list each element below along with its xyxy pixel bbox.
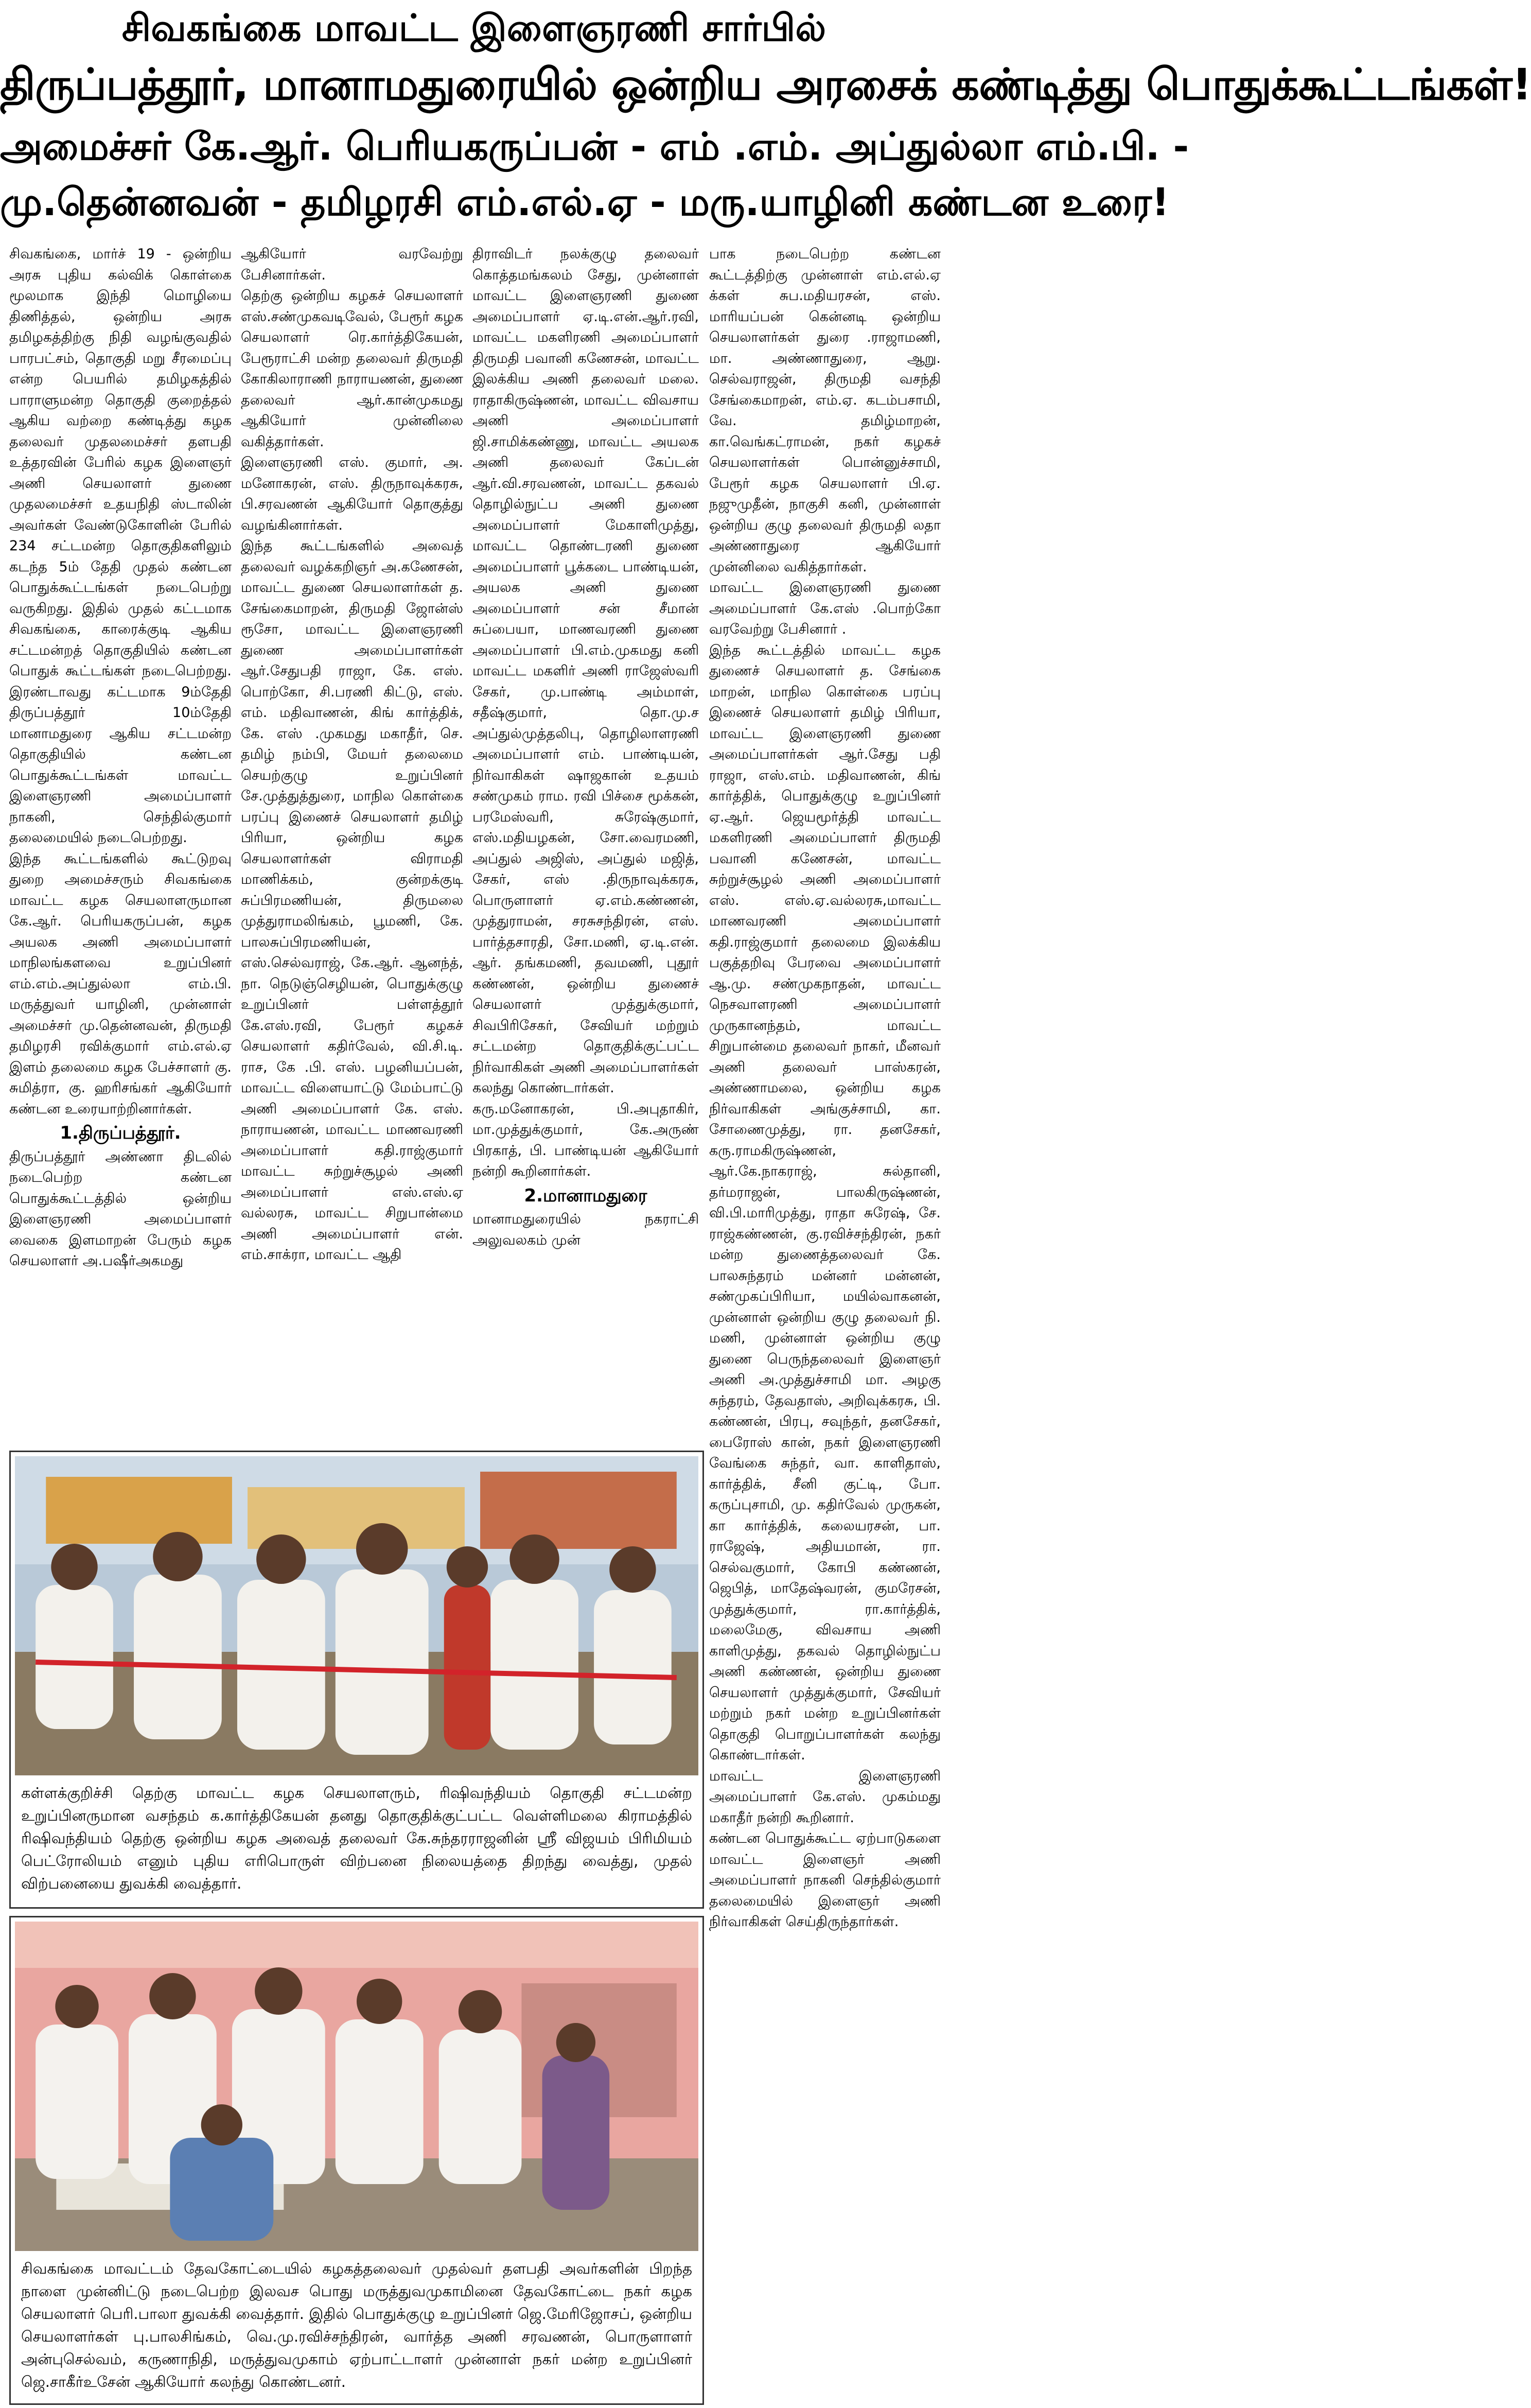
section-heading-manamadurai: 2.மானாமதுரை bbox=[524, 1185, 647, 1206]
paragraph: மானாமதுரையில் நகராட்சி அலுவலகம் முன் bbox=[472, 1211, 699, 1248]
paragraph: திருப்பத்தூர் அண்ணா திடலில் நடைபெற்ற கண்டன பொதுக்கூட்டத்தில் ஒன்றிய இளைஞரணி அமைப்பாளர் வைகை இளமாறன் பேரும் கழக செயலாளர் அ.பஷீர்அகமது bbox=[9, 1148, 232, 1269]
paragraph: இளைஞரணி எஸ். குமார், அ. மனோகரன், எஸ். திருநாவுக்கரசு, பி.சரவணன் ஆகியோர் தொகுத்து வழங்கினார்கள். bbox=[241, 455, 463, 533]
photo-ribbon-cutting bbox=[15, 1456, 698, 1775]
article-column-4 bbox=[709, 244, 941, 2401]
headline-line-4: மு.தென்னவன் - தமிழரசி எம்.எல்.ஏ - மரு.யாழினி கண்டன உரை! bbox=[0, 180, 1169, 224]
photo-caption: சிவகங்கை மாவட்டம் தேவகோட்டையில் கழகத்தலைவர் முதல்வர் தளபதி அவர்களின் பிறந்த நாளை முன்னிட்டு நடைபெற்ற இலவச பொது மருத்துவமுகாமினை தேவகோட்டை நகர் கழக செயலாளர் பெரி.பாலா துவக்கி வைத்தார். இதில் பொதுக்குழு உறுப்பினர் ஜெ.மேரிஜோசப், ஒன்றிய செயலாளர்கள் பு.பாலசிங்கம், வெ.மு.ரவிச்சந்திரன், வார்த்த அணி சரவணன், பொருளாளர் அன்புசெல்வம், கருணாநிதி, மருத்துவமுகாம் ஏற்பாட்டாளர் முன்னாள் நகர் மன்ற உறுப்பினர் ஜெ.சாகீர்உசேன் ஆகியோர் கலந்து கொண்டனர். bbox=[21, 2260, 692, 2390]
paragraph: திராவிடர் நலக்குழு தலைவர் கொத்தமங்கலம் சேது, முன்னாள் மாவட்ட இளைஞரணி துணை அமைப்பாளர் ஏ.டி.என்.ஆர்.ரவி, மாவட்ட மகளிரணி அமைப்பாளர் திருமதி பவானி கணேசன், மாவட்ட இலக்கிய அணி தலைவர் மலை. ராதாகிருஷ்ணன், மாவட்ட விவசாய அணி அமைப்பாளர் ஜி.சாமிக்கண்ணு, மாவட்ட அயலக அணி தலைவர் கேப்டன் ஆர்.வி.சரவணன், மாவட்ட தகவல் தொழில்நுட்ப அணி துணை அமைப்பாளர் மேகாளிமுத்து, மாவட்ட தொண்டரணி துணை அமைப்பாளர் பூக்கடை பாண்டியன், அயலக அணி துணை அமைப்பாளர் சன் சீமான் சுப்பையா, மாணவரணி துணை அமைப்பாளர் பி.எம்.முகமது கனி மாவட்ட மகளிர் அணி ராஜேஸ்வரி சேகர், மு.பாண்டி அம்மாள், சதீஷ்குமார், தொ.மு.ச அப்துல்முத்தலிபு, தொழிலாளரணி அமைப்பாளர் எம். பாண்டியன், நிர்வாகிகள் ஷாஜகான் உதயம் சண்முகம் ராம. ரவி பிச்சை மூக்கன், பரமேஸ்வரி, சுரேஷ்குமார், எஸ்.மதியழகன், சோ.வைரமணி, அப்துல் அஜிஸ், அப்துல் மஜித், சேகர், எஸ் .திருநாவுக்கரசு, பொருளாளர் ஏ.எம்.கண்ணன், முத்துராமன், சரசுசந்திரன், எஸ். பார்த்தசாரதி, சோ.மணி, ஏ.டி.என். ஆர். தங்கமணி, தவமணி, புதூர் கண்ணன், ஒன்றிய துணைச் செயலாளர் முத்துக்குமார், சிவபிரிசேகர், சேவியர் மற்றும் சட்டமன்ற தொகுதிக்குட்பட்ட நிர்வாகிகள் அணி அமைப்பாளர்கள் கலந்து கொண்டார்கள். bbox=[472, 246, 699, 1096]
headline-line-2: திருப்பத்தூர், மானாமதுரையில் ஒன்றிய அரசைக் கண்டித்து பொதுக்கூட்டங்கள்! bbox=[0, 59, 1531, 110]
headline-line-3: அமைச்சர் கே.ஆர். பெரியகருப்பன் - எம் .எம். அப்துல்லா எம்.பி. - bbox=[0, 125, 1189, 169]
paragraph: கரு.மனோகரன், பி.அபுதாகிர், மா.முத்துக்குமார், கே.அருண் பிரகாத், பி. பாண்டியன் ஆகியோர் நன்றி கூறினார்கள். bbox=[472, 1101, 699, 1179]
paragraph: கண்டன பொதுக்கூட்ட ஏற்பாடுகளை மாவட்ட இளைஞர் அணி அமைப்பாளர் நாகனி செந்தில்குமார் தலைமையில் இளைஞர் அணி நிர்வாகிகள் செய்திருந்தார்கள். bbox=[709, 1830, 941, 1930]
paragraph: மாவட்ட இளைஞரணி அமைப்பாளர் கே.எஸ். முகம்மது மகாதீர் நன்றி கூறினார். bbox=[709, 1768, 941, 1826]
paragraph: இந்த கூட்டங்களில் அவைத் தலைவர் வழக்கறிஞர் அ.கணேசன், மாவட்ட துணை செயலாளர்கள் த. சேங்கைமாறன், திருமதி ஜோன்ஸ் ரூசோ, மாவட்ட இளைஞரணி துணை அமைப்பாளர்கள் ஆர்.சேதுபதி ராஜா, கே. எஸ். பொற்கோ, சி.பரணி கிட்டு, எஸ். எம். மதிவாணன், கிங் கார்த்திக், கே. எஸ் .முகமது மகாதீர், செ. தமிழ் நம்பி, மேயர் தலைமை செயற்குழு உறுப்பினர் சே.முத்துத்துரை, மாநில கொள்கை பரப்பு இணைச் செயலாளர் தமிழ் பிரியா, ஒன்றிய கழக செயலாளர்கள் விராமதி மாணிக்கம், குன்றக்குடி சுப்பிரமணியன், திருமலை முத்துராமலிங்கம், பூமணி, கே. பாலசுப்பிரமணியன், எஸ்.செல்வராஜ், கே.ஆர். ஆனந்த், நா. நெடுஞ்செழியன், பொதுக்குழு உறுப்பினர் பள்ளத்தூர் கே.எஸ்.ரவி, பேரூர் கழகச் செயலாளர் கதிர்வேல், வி.சி.டி. ராச, கே .பி. எஸ். பழனியப்பன், மாவட்ட விளையாட்டு மேம்பாட்டு அணி அமைப்பாளர் கே. எஸ். நாராயணன், மாவட்ட மாணவரணி அமைப்பாளர் கதி.ராஜ்குமார் மாவட்ட சுற்றுச்சூழல் அணி அமைப்பாளர் எஸ்.எஸ்.ஏ வல்லரசு, மாவட்ட சிறுபான்மை அணி அமைப்பாளர் என். எம்.சாக்ரா, மாவட்ட ஆதி bbox=[241, 538, 463, 1263]
section-heading-tirupattur: 1.திருப்பத்தூர். bbox=[60, 1123, 181, 1143]
photo-medical-camp bbox=[15, 1922, 698, 2251]
paragraph: சிவகங்கை, மார்ச் 19 - ஒன்றிய அரசு புதிய கல்விக் கொள்கை மூலமாக இந்தி மொழியை திணித்தல், ஒன்றிய அரசு தமிழகத்திற்கு நிதி வழங்குவதில் பாரபட்சம், தொகுதி மறு சீரமைப்பு என்ற பெயரில் தமிழகத்தில் பாராளுமன்ற தொகுதி குறைத்தல் ஆகிய வற்றை கண்டித்து கழக தலைவர் முதலமைச்சர் தளபதி உத்தரவின் பேரில் கழக இளைஞர் அணி செயலாளர் துணை முதலமைச்சர் உதயநிதி ஸ்டாலின் அவர்கள் வேண்டுகோளின் பேரில் 234 சட்டமன்ற தொகுதிகளிலும் கடந்த 5ம் தேதி முதல் கண்டன பொதுக்கூட்டங்கள் நடைபெற்று வருகிறது. இதில் முதல் கட்டமாக சிவகங்கை, காரைக்குடி ஆகிய சட்டமன்றத் தொகுதியில் கண்டன பொதுக் கூட்டங்கள் நடைபெற்றது. இரண்டாவது கட்டமாக 9ம்தேதி திருப்பத்தூர் 10ம்தேதி மானாமதுரை ஆகிய சட்டமன்ற தொகுதியில் கண்டன பொதுக்கூட்டங்கள் மாவட்ட இளைஞரணி அமைப்பாளர் நாகனி, செந்தில்குமார் தலைமையில் நடைபெற்றது. bbox=[9, 246, 232, 846]
article-column-1 bbox=[9, 244, 232, 1445]
photo-box-inauguration bbox=[9, 1451, 704, 1909]
paragraph: இந்த கூட்டத்தில் மாவட்ட கழக துணைச் செயலாளர் த. சேங்கை மாறன், மாநில கொள்கை பரப்பு இணைச் செயலாளர் தமிழ் பிரியா, மாவட்ட இளைஞரணி துணை அமைப்பாளர்கள் ஆர்.சேது பதி ராஜா, எஸ்.எம். மதிவாணன், கிங் கார்த்திக், பொதுக்குழு உறுப்பினர் ஏ.ஆர். ஜெயமூர்த்தி மாவட்ட மகளிரணி அமைப்பாளர் திருமதி பவானி கணேசன், மாவட்ட சுற்றுச்சூழல் அணி அமைப்பாளர் எஸ். எஸ்.ஏ.வல்லரசு,மாவட்ட மாணவரணி அமைப்பாளர் கதி.ராஜ்குமார் தலைமை இலக்கிய பகுத்தறிவு பேரவை அமைப்பாளர் ஆ.மு. சண்முகநாதன், மாவட்ட நெசவாளரணி அமைப்பாளர் முருகானந்தம், மாவட்ட சிறுபான்மை தலைவர் நாகர், மீனவர் அணி தலைவர் பாஸ்கரன், அண்ணாமலை, ஒன்றிய கழக நிர்வாகிகள் அங்குச்சாமி, கா. சோணைமுத்து, ரா. தனசேகர், கரு.ராமகிருஷ்ணன், ஆர்.கே.நாகராஜ், சுல்தானி, தர்மராஜன், பாலகிருஷ்ணன், வி.பி.மாரிமுத்து, ராதா சுரேஷ், சே. ராஜ்கண்ணன், கு.ரவிச்சந்திரன், நகர் மன்ற துணைத்தலைவர் கே. பாலசுந்தரம் மன்னர் மன்னன், சண்முகப்பிரியா, மயில்வாகனன், முன்னாள் ஒன்றிய குழு தலைவர் நி. மணி, முன்னாள் ஒன்றிய குழு துணை பெருந்தலைவர் இளைஞர் அணி அ.முத்துச்சாமி மா. அழகு சுந்தரம், தேவதாஸ், அறிவுக்கரசு, பி. கண்ணன், பிரபு, சவுந்தர், தனசேகர், பைரோஸ் கான், நகர் இளைஞரணி வேங்கை சுந்தர், வா. காளிதாஸ், கார்த்திக், சீனி குட்டி, போ. கருப்புசாமி, மு. கதிர்வேல் முருகன், கா கார்த்திக், கலையரசன், பா. ராஜேஷ், அதியமான், ரா. செல்வகுமார், கோபி கண்ணன், ஜெபித், மாதேஷ்வரன், குமரேசன், முத்துக்குமார், ரா.கார்த்திக், மலைமேகு, விவசாய அணி காளிமுத்து, தகவல் தொழில்நுட்ப அணி கண்ணன், ஒன்றிய துணை செயலாளர் முத்துக்குமார், சேவியர் மற்றும் நகர் மன்ற உறுப்பினர்கள் தொகுதி பொறுப்பாளர்கள் கலந்து கொண்டார்கள். bbox=[709, 642, 941, 1763]
article-column-2 bbox=[241, 244, 463, 1445]
paragraph: தெற்கு ஒன்றிய கழகச் செயலாளர் எஸ்.சண்முகவடிவேல், பேரூர் கழக செயலாளர் ரெ.கார்த்திகேயன், பேரூராட்சி மன்ற தலைவர் திருமதி கோகிலாராணி நாராயணன், துணை தலைவர் ஆர்.கான்முகமது ஆகியோர் முன்னிலை வகித்தார்கள். bbox=[241, 288, 463, 450]
photo-box-medical-camp bbox=[9, 1916, 704, 2405]
article-column-3 bbox=[472, 244, 699, 1445]
paragraph: பாக நடைபெற்ற கண்டன கூட்டத்திற்கு முன்னாள் எம்.எல்.ஏ க்கள் சுப.மதியரசன், எஸ். மாரியப்பன் கென்னடி ஒன்றிய செயலாளர்கள் துரை .ராஜாமணி, மா. அண்ணாதுரை, ஆறு. செல்வராஜன், திருமதி வசந்தி சேங்கைமாறன், எம்.ஏ. கடம்பசாமி, வே. தமிழ்மாறன், கா.வெங்கட்ராமன், நகர் கழகச் செயலாளர்கள் பொன்னுச்சாமி, பேரூர் கழக செயலாளர் பி.ஏ. நஜுமுதீன், நாகுசி கனி, முன்னாள் ஒன்றிய குழு தலைவர் திருமதி லதா அண்ணாதுரை ஆகியோர் முன்னிலை வகித்தார்கள். bbox=[709, 246, 941, 575]
headline-line-1: சிவகங்கை மாவட்ட இளைஞரணி சார்பில் bbox=[121, 6, 826, 49]
paragraph: ஆகியோர் வரவேற்று பேசினார்கள். bbox=[241, 246, 463, 283]
paragraph: இந்த கூட்டங்களில் கூட்டுறவு துறை அமைச்சரும் சிவகங்கை மாவட்ட கழக செயலாளருமான கே.ஆர். பெரியகருப்பன், கழக அயலக அணி அமைப்பாளர் மாநிலங்களவை உறுப்பினர் எம்.எம்.அப்துல்லா எம்.பி. மருத்துவர் யாழினி, முன்னாள் அமைச்சர் மு.தென்னவன், திருமதி தமிழரசி ரவிக்குமார் எம்.எல்.ஏ இளம் தலைமை கழக பேச்சாளர் கு. சுமித்ரா, கு. ஹரிசங்கர் ஆகியோர் கண்டன உரையாற்றினார்கள். bbox=[9, 850, 232, 1117]
photo-caption: கள்ளக்குறிச்சி தெற்கு மாவட்ட கழக செயலாளரும், ரிஷிவந்தியம் தொகுதி சட்டமன்ற உறுப்பினருமான வசந்தம் க.கார்த்திகேயன் தனது தொகுதிக்குட்பட்ட வெள்ளிமலை கிராமத்தில் ரிஷிவந்தியம் தெற்கு ஒன்றிய கழக அவைத் தலைவர் கே.சுந்தரராஜனின் ஸ்ரீ விஜயம் பிரிமியம் பெட்ரோலியம் எனும் புதிய எரிபொருள் விற்பனை நிலையத்தை திறந்து வைத்து, முதல் விற்பனையை துவக்கி வைத்தார். bbox=[21, 1784, 692, 1892]
paragraph: மாவட்ட இளைஞரணி துணை அமைப்பாளர் கே.எஸ் .பொற்கோ வரவேற்று பேசினார் . bbox=[709, 580, 941, 637]
